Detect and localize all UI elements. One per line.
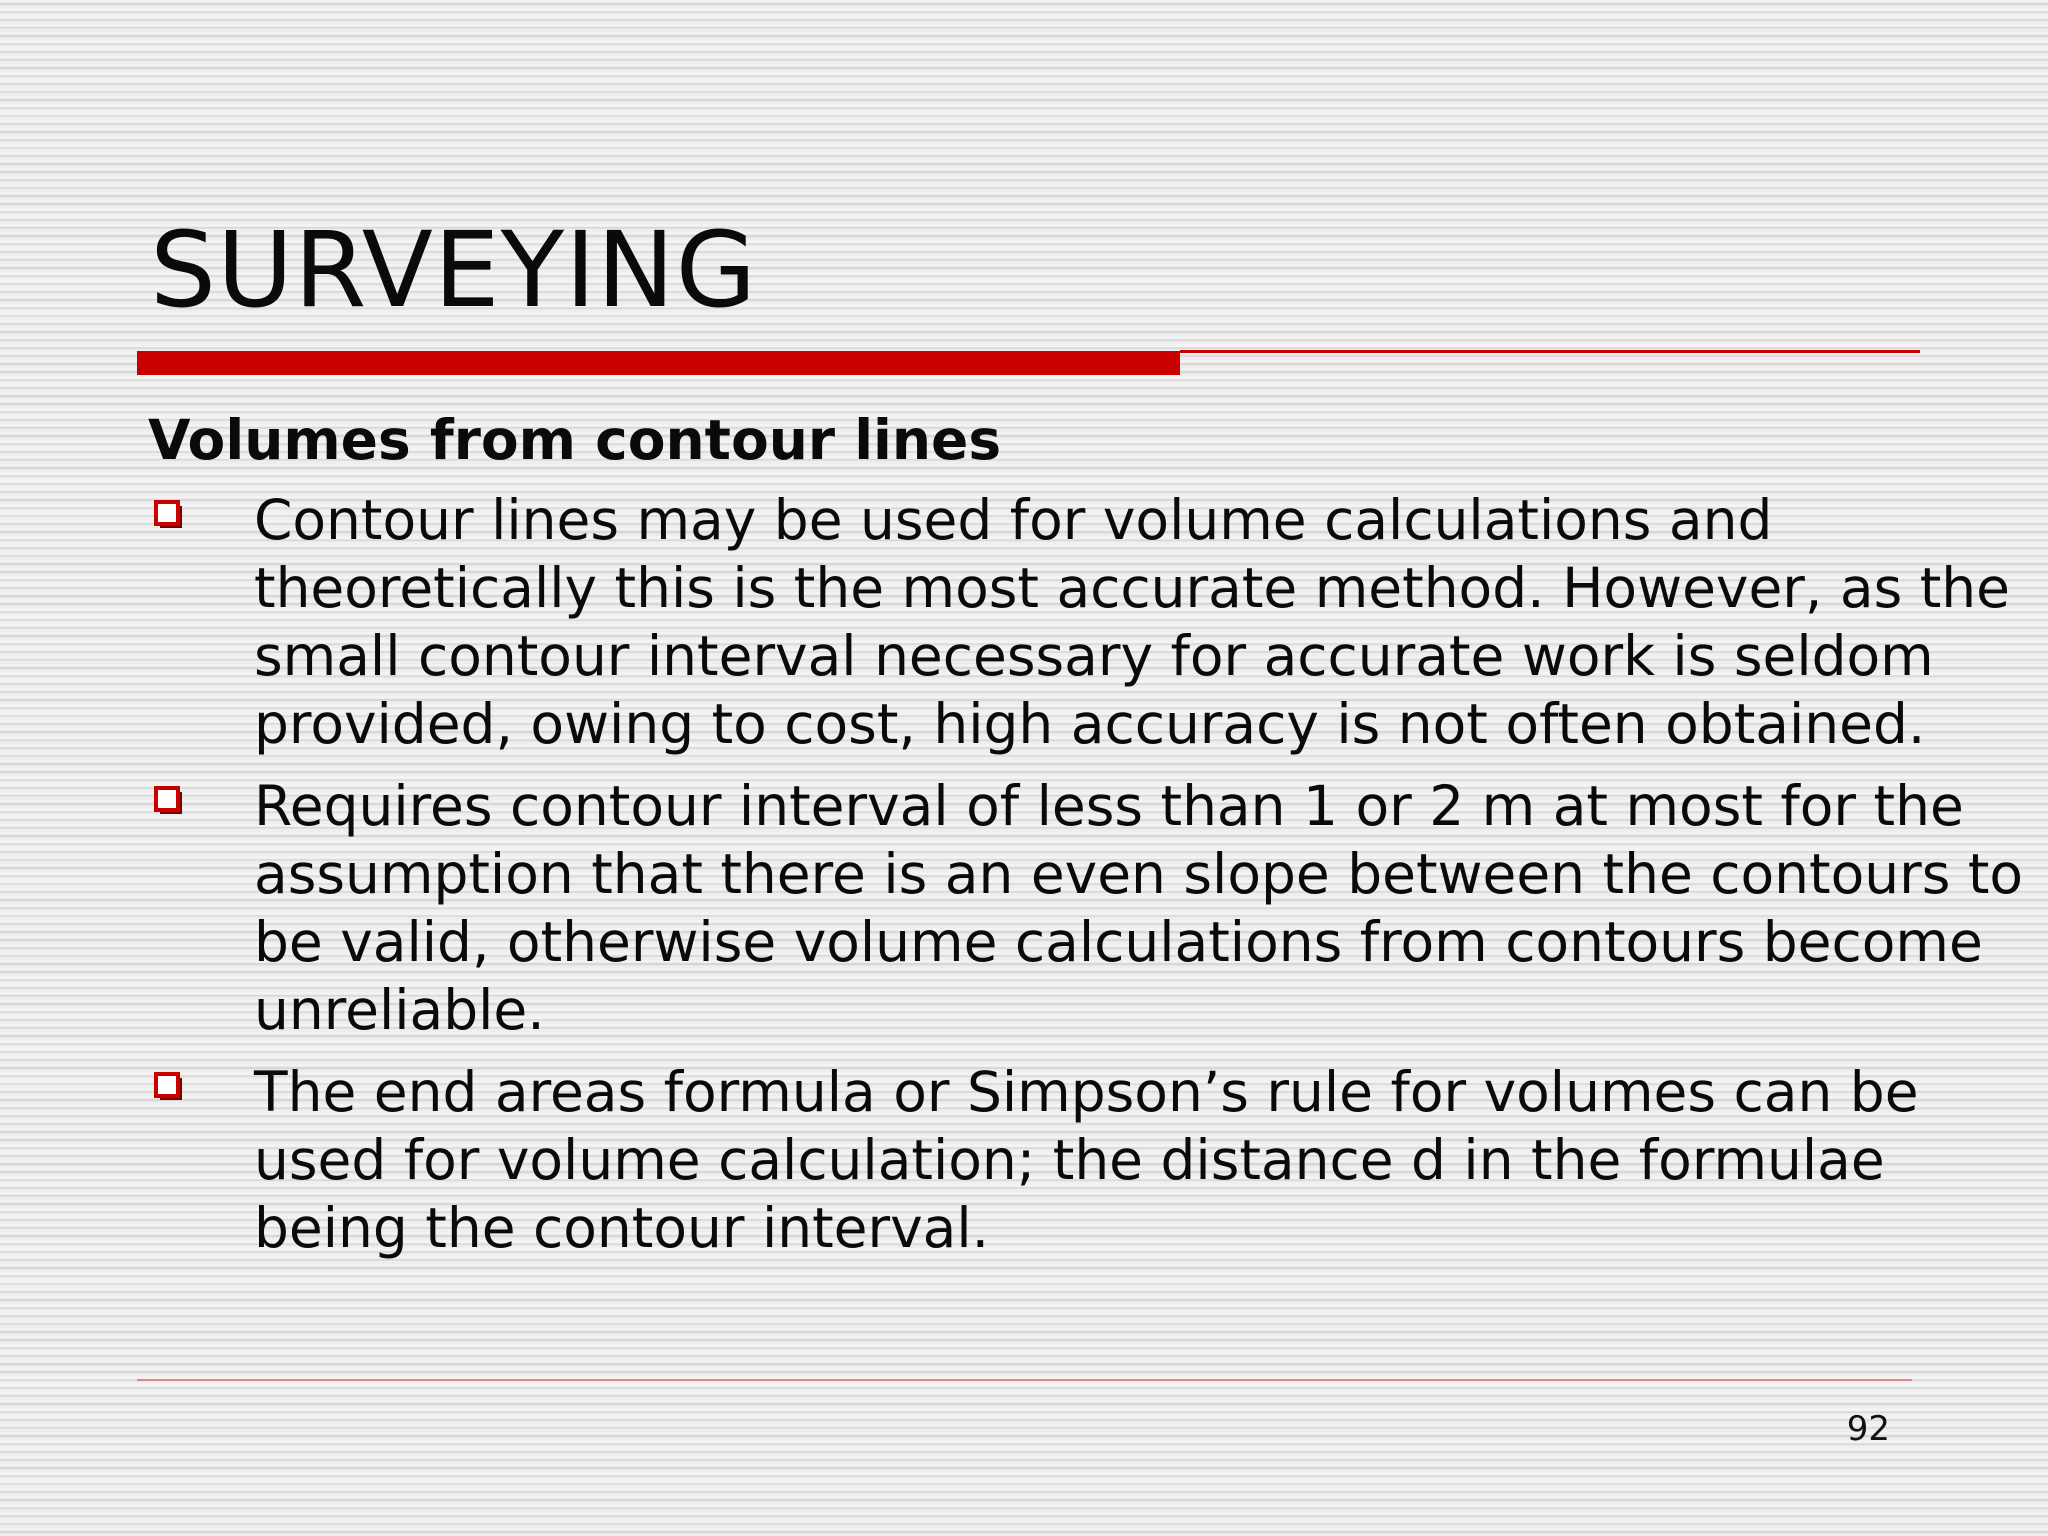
title-underline-thin: [1180, 350, 1920, 353]
square-checkbox-icon: [154, 786, 184, 816]
bullet-text: Contour lines may be used for volume calculations and theoretically this is the most accurate method. However, as the small contour interval necessary for accurate work is seldom provided, owing to cost, high accuracy is not often obtained.: [254, 488, 2010, 756]
square-checkbox-icon: [154, 1072, 184, 1102]
slide-title: SURVEYING: [150, 209, 758, 331]
bullet-item: [148, 486, 2010, 758]
bullet-item: [148, 772, 2024, 1044]
square-checkbox-icon: [154, 500, 184, 530]
title-underline-thick: [137, 351, 1180, 375]
section-heading: Volumes from contour lines: [148, 408, 1002, 472]
bullet-text: The end areas formula or Simpson’s rule for volumes can be used for volume calculation; the distance d in the formulae being the contour interval.: [254, 1060, 1919, 1260]
bullet-item: [148, 1058, 1928, 1262]
page-number: 92: [1846, 1409, 1890, 1449]
footer-divider: [137, 1379, 1912, 1381]
bullet-text: Requires contour interval of less than 1 or 2 m at most for the assumption that there is an even slope between the contours to be valid, otherwise volume calculations from contours become unreliable.: [254, 774, 2024, 1042]
bullet-list: [148, 486, 2024, 1276]
